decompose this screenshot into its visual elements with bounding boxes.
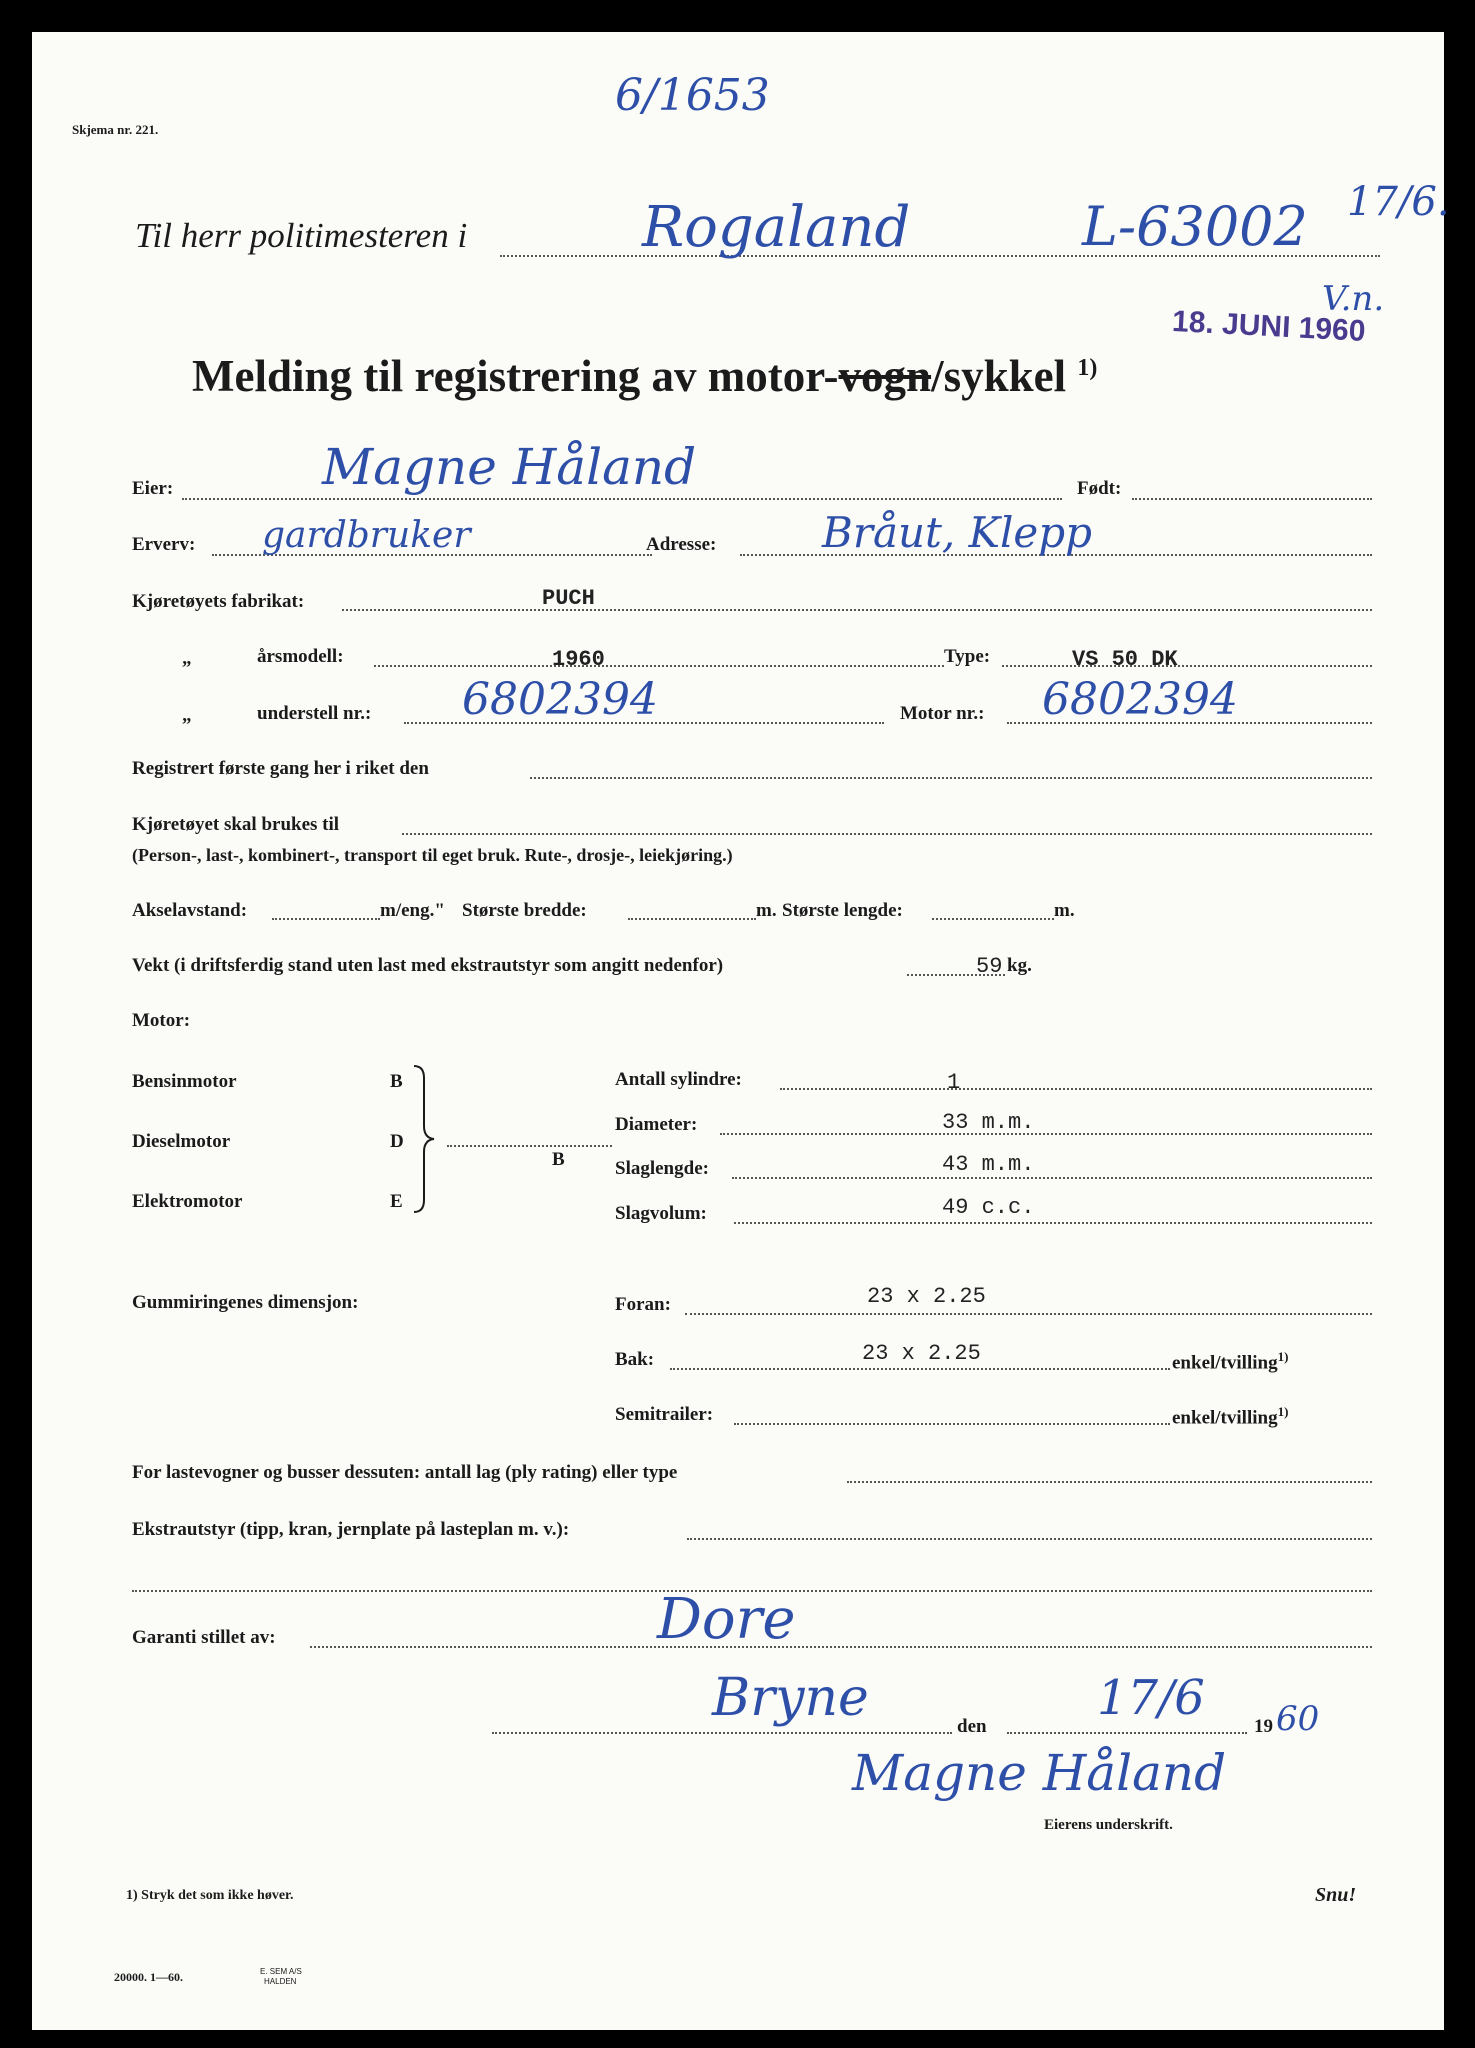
diameter-label: Diameter:: [615, 1114, 698, 1135]
garanti-value: Dore: [657, 1587, 796, 1652]
signature-caption: Eierens underskrift.: [1044, 1817, 1173, 1833]
lastevogner-line: [847, 1481, 1372, 1483]
den-label: den: [957, 1716, 987, 1737]
eier-value: Magne Håland: [322, 438, 697, 496]
margin-note-initials: V.n.: [1322, 279, 1385, 319]
brukes-hint: (Person-, last-, kombinert-, transport til eget bruk. Rute-, drosje-, leiekjøring.): [132, 845, 733, 865]
motor-nr-label: Motor nr.:: [900, 703, 985, 724]
lengde-label: Største lengde:: [782, 900, 903, 921]
registrert-label: Registrert første gang her i riket den: [132, 758, 429, 779]
type-value: VS 50 DK: [1072, 647, 1178, 672]
fabrikat-line: [342, 609, 1372, 611]
bak-line: [670, 1368, 1170, 1370]
page-title: [192, 351, 1098, 401]
type-label: Type:: [944, 646, 991, 667]
elektro-code: E: [390, 1191, 403, 1212]
aksel-line: [272, 918, 380, 920]
ekstrautstyr-line: [687, 1538, 1372, 1540]
tires-label: Gummiringenes dimensjon:: [132, 1292, 359, 1313]
slagvolum-value: 49 c.c.: [942, 1195, 1035, 1220]
arsmodell-label: årsmodell:: [257, 646, 344, 667]
foran-value: 23 x 2.25: [867, 1284, 986, 1309]
bak-label: Bak:: [615, 1349, 655, 1370]
adresse-label: Adresse:: [646, 534, 717, 555]
foran-label: Foran:: [615, 1294, 671, 1315]
semi-footnote: 1): [1277, 1404, 1289, 1419]
semi-line: [734, 1423, 1170, 1425]
slaglengde-label: Slaglengde:: [615, 1158, 709, 1179]
registrert-line: [530, 777, 1372, 779]
erverv-label: Erverv:: [132, 534, 196, 555]
diesel-label: Dieselmotor: [132, 1131, 231, 1152]
title-suffix: /sykkel: [931, 351, 1067, 401]
vekt-unit: kg.: [1007, 955, 1032, 976]
fodt-label: Født:: [1077, 478, 1122, 499]
registration-number: L-63002: [1082, 195, 1308, 258]
printer-line-2: HALDEN: [264, 1977, 297, 1986]
bensin-code: B: [390, 1071, 403, 1092]
bredde-unit: m.: [756, 900, 777, 921]
margin-note-date: 17/6.: [1347, 179, 1450, 225]
adresse-value: Bråut, Klepp: [822, 508, 1093, 557]
motor-nr-value: 6802394: [1042, 674, 1238, 725]
understell-label: understell nr.:: [257, 703, 372, 724]
sylindre-value: 1: [947, 1070, 961, 1095]
print-info: 20000. 1—60.: [114, 1970, 183, 1984]
semi-label: Semitrailer:: [615, 1404, 714, 1425]
diameter-value: 33 m.m.: [942, 1110, 1035, 1135]
semi-enkel-tvilling: [1172, 1405, 1288, 1427]
slaglengde-line: [732, 1177, 1372, 1179]
year-suffix: 60: [1276, 1699, 1320, 1739]
ekstrautstyr-label: Ekstrautstyr (tipp, kran, jernplate på lasteplan m. v.):: [132, 1519, 570, 1540]
sylindre-label: Antall sylindre:: [615, 1069, 742, 1090]
district-value: Rogaland: [642, 195, 911, 260]
motor-brace: [410, 1064, 438, 1214]
type-line: [1002, 665, 1372, 667]
bak-value: 23 x 2.25: [862, 1341, 981, 1366]
diameter-line: [720, 1133, 1372, 1135]
owner-signature: Magne Håland: [852, 1744, 1227, 1802]
received-stamp: 18. JUNI 1960: [1171, 304, 1367, 349]
semi-enkel-label: enkel/tvilling: [1172, 1407, 1278, 1429]
ditto-mark-1: „: [182, 648, 192, 669]
motor-type-line: [447, 1145, 612, 1147]
bredde-label: Største bredde:: [462, 900, 587, 921]
slagvolum-label: Slagvolum:: [615, 1203, 707, 1224]
form-page: [32, 32, 1450, 2030]
fabrikat-label: Kjøretøyets fabrikat:: [132, 591, 305, 612]
aksel-label: Akselavstand:: [132, 900, 248, 921]
date-value: 17/6: [1097, 1670, 1205, 1726]
bak-enkel-tvilling: [1172, 1350, 1288, 1372]
fodt-line: [1132, 498, 1372, 500]
year-prefix: 19: [1254, 1716, 1273, 1737]
sylindre-line: [780, 1088, 1372, 1090]
arsmodell-line: [374, 665, 944, 667]
aksel-unit: m/eng.": [380, 900, 445, 921]
case-number: 6/1653: [615, 70, 770, 121]
bak-enkel-label: enkel/tvilling: [1172, 1352, 1278, 1374]
ditto-mark-2: „: [182, 705, 192, 726]
vekt-label: Vekt (i driftsferdig stand uten last med ekstrautstyr som angitt nedenfor): [132, 955, 724, 976]
vekt-value: 59: [976, 954, 1003, 979]
lengde-unit: m.: [1054, 900, 1075, 921]
place-value: Bryne: [712, 1668, 869, 1728]
date-line: [1007, 1732, 1247, 1734]
motor-section-label: Motor:: [132, 1010, 191, 1031]
slagvolum-line: [734, 1222, 1372, 1224]
elektro-label: Elektromotor: [132, 1191, 243, 1212]
lastevogner-label: For lastevogner og busser dessuten: antall lag (ply rating) eller type: [132, 1462, 678, 1483]
form-number: Skjema nr. 221.: [72, 122, 159, 137]
bensin-label: Bensinmotor: [132, 1071, 237, 1092]
brukes-label: Kjøretøyet skal brukes til: [132, 814, 340, 835]
footnote: 1) Stryk det som ikke høver.: [126, 1888, 294, 1903]
diesel-code: D: [390, 1131, 404, 1152]
bredde-line: [628, 918, 756, 920]
brukes-line: [402, 833, 1372, 835]
motor-selected-code: B: [552, 1149, 565, 1170]
garanti-label: Garanti stillet av:: [132, 1627, 276, 1648]
place-line: [492, 1732, 952, 1734]
addressee-label: Til herr politimesteren i: [135, 216, 468, 255]
foran-line: [685, 1313, 1372, 1315]
eier-line: [182, 498, 1062, 500]
title-footnote: 1): [1077, 355, 1098, 381]
fabrikat-value: PUCH: [542, 586, 595, 611]
eier-label: Eier:: [132, 478, 174, 499]
bak-footnote: 1): [1277, 1349, 1289, 1364]
erverv-value: gardbruker: [262, 515, 471, 556]
arsmodell-value: 1960: [552, 647, 605, 672]
printer-line-1: E. SEM A/S: [260, 1967, 302, 1976]
garanti-line: [310, 1646, 1372, 1648]
title-struck: vogn: [838, 351, 932, 401]
title-prefix: Melding til registrering av motor-: [192, 351, 839, 401]
turn-over: Snu!: [1315, 1884, 1357, 1906]
slaglengde-value: 43 m.m.: [942, 1152, 1035, 1177]
lengde-line: [932, 918, 1054, 920]
understell-value: 6802394: [462, 674, 658, 725]
